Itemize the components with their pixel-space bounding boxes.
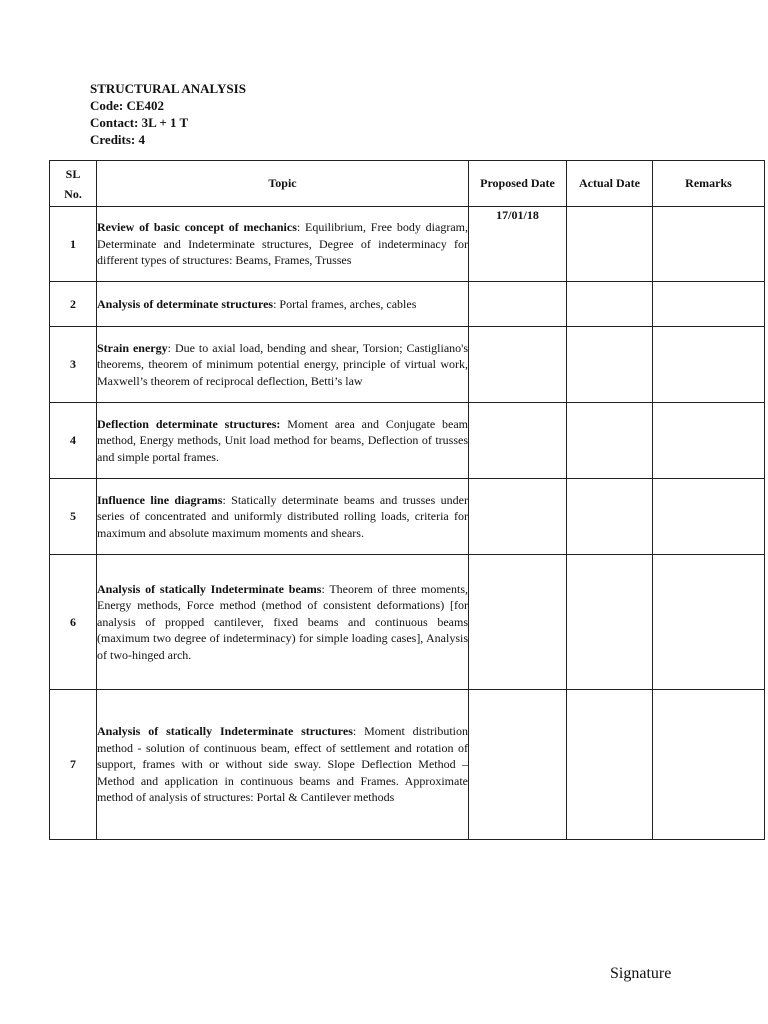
row-actual-date: [567, 403, 653, 479]
row-topic-body: : Due to axial load, bending and shear, Torsion; Castigliano's theorems, theorem of minimum potential energy, principle of virtual work, Maxwell’s theorem of reciprocal deflection, Betti’s law: [97, 340, 468, 388]
row-sl-number: 1: [50, 207, 97, 282]
row-topic-body: : Statically determinate beams and trusses under series of concentrated and uniformly distributed rolling loads, criteria for maximum and absolute maximum moments and shears.: [97, 492, 468, 540]
row-actual-date: [567, 479, 653, 555]
row-remarks: [653, 207, 765, 282]
row-remarks: [653, 403, 765, 479]
signature-label: Signature: [610, 965, 672, 982]
row-actual-date: [567, 327, 653, 403]
row-sl-number: 6: [50, 555, 97, 690]
table-row: [50, 403, 765, 479]
row-remarks: [653, 690, 765, 840]
row-remarks: [653, 555, 765, 690]
table-header-row: [50, 161, 765, 207]
row-proposed-date: [469, 403, 567, 479]
row-topic-title: Review of basic concept of mechanics: [97, 220, 297, 235]
col-header-sl-line2: No.: [64, 186, 82, 201]
col-header-sl-line1: SL: [65, 166, 81, 181]
row-sl-number: 3: [50, 327, 97, 403]
row-proposed-date: [469, 282, 567, 327]
course-title: STRUCTURAL ANALYSIS: [90, 81, 246, 96]
row-proposed-date: [469, 327, 567, 403]
col-header-remarks: Remarks: [653, 161, 765, 207]
row-topic: [97, 555, 469, 690]
course-code: Code: CE402: [90, 98, 165, 113]
row-actual-date: [567, 207, 653, 282]
row-sl-number: 4: [50, 403, 97, 479]
row-topic-title: Analysis of statically Indeterminate structures: [97, 724, 353, 739]
row-remarks: [653, 327, 765, 403]
row-proposed-date: [469, 479, 567, 555]
row-topic-body: Moment area and Conjugate beam method, Energy methods, Unit load method for beams, Deflection of trusses and simple portal frames.: [97, 416, 468, 464]
table-row: [50, 690, 765, 840]
row-topic-body: : Moment distribution method - solution of continuous beam, effect of settlement and rotation of support, frames with or without side sway. Slope Deflection Method – Method and application in continuous beams and Frames. Approximate method of analysis of structures: Portal & Cantilever methods: [97, 724, 469, 805]
row-remarks: [653, 479, 765, 555]
row-sl-number: 7: [50, 690, 97, 840]
row-topic: [97, 403, 469, 479]
col-header-topic: Topic: [97, 161, 469, 207]
row-sl-number: 5: [50, 479, 97, 555]
course-contact: Contact: 3L + 1 T: [90, 115, 189, 130]
row-topic: [97, 479, 469, 555]
row-proposed-date: [469, 690, 567, 840]
row-topic-title: Strain energy: [97, 340, 168, 355]
row-topic-title: Analysis of statically Indeterminate beams: [97, 581, 322, 596]
row-remarks: [653, 282, 765, 327]
table-row: [50, 282, 765, 327]
course-credits: Credits: 4: [90, 132, 146, 147]
row-topic-title: Deflection determinate structures:: [97, 416, 281, 431]
row-sl-number: 2: [50, 282, 97, 327]
row-topic-title: Analysis of determinate structures: [97, 296, 274, 311]
table-row: [50, 479, 765, 555]
row-proposed-date: [469, 555, 567, 690]
table-row: [50, 207, 765, 282]
row-proposed-date: 17/01/18: [469, 207, 567, 282]
row-topic: [97, 207, 469, 282]
row-actual-date: [567, 555, 653, 690]
row-topic-body: : Portal frames, arches, cables: [273, 296, 417, 311]
row-topic: [97, 690, 469, 840]
row-actual-date: [567, 282, 653, 327]
col-header-proposed-date: Proposed Date: [469, 161, 567, 207]
col-header-actual-date: Actual Date: [567, 161, 653, 207]
row-actual-date: [567, 690, 653, 840]
row-topic: [97, 282, 469, 327]
row-topic-title: Influence line diagrams: [97, 492, 223, 507]
course-header: [90, 80, 246, 148]
row-topic-body: : Equilibrium, Free body diagram, Determinate and Indeterminate structures, Degree of indeterminacy for different types of structures: Beams, Frames, Trusses: [97, 220, 468, 268]
row-topic-body: : Theorem of three moments, Energy methods, Force method (method of consistent deformations) [for analysis of propped cantilever, fixed beams and continuous beams (maximum two degree of indeterminacy) for simple loading cases], Analysis of two-hinged arch.: [97, 581, 468, 662]
row-topic: [97, 327, 469, 403]
lesson-plan-table: [49, 160, 765, 840]
col-header-sl: [50, 161, 97, 207]
table-row: [50, 555, 765, 690]
table-row: [50, 327, 765, 403]
